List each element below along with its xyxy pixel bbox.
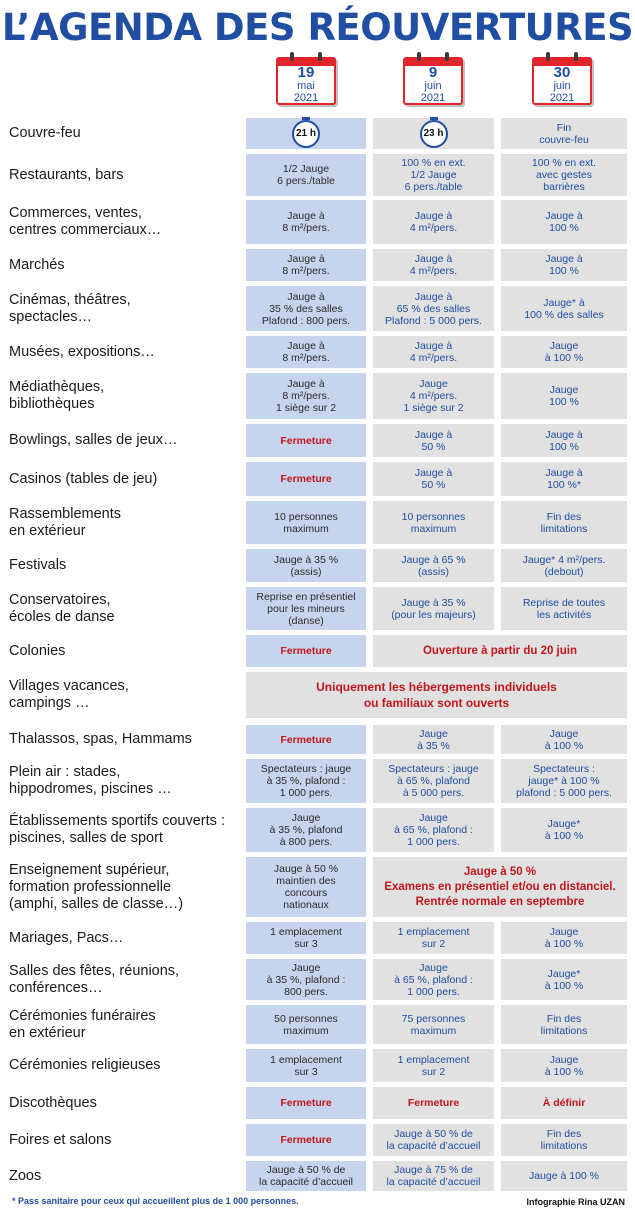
table-row: [0, 759, 635, 803]
table-cell: 100 % en ext. 1/2 Jauge 6 pers./table: [373, 154, 494, 196]
table-row: [0, 462, 635, 496]
date-year: 2021: [420, 92, 446, 104]
table-cell: Jauge à 50 % Examens en présentiel et/ou en distanciel. Rentrée normale en septembre: [373, 857, 627, 917]
date-year: 2021: [549, 92, 575, 104]
row-label: Enseignement supérieur, formation professionnelle (amphi, salles de classe…): [9, 861, 184, 912]
table-cell: Jauge à 50 % de la capacité d’accueil: [246, 1161, 366, 1191]
row-label: Villages vacances, campings …: [9, 678, 129, 711]
date-day: 30: [553, 64, 571, 81]
table-cell: Jauge à 65 % des salles Plafond : 5 000 pers.: [373, 286, 494, 331]
row-label: Bowlings, salles de jeux…: [9, 432, 178, 448]
table-cell: 50 personnes maximum: [246, 1005, 366, 1044]
row-label: Musées, expositions…: [9, 343, 155, 360]
table-cell: Reprise en présentiel pour les mineurs (danse): [246, 587, 366, 630]
table-cell: Fermeture: [246, 1124, 366, 1156]
row-label: Couvre-feu: [9, 125, 81, 141]
table-row: [0, 635, 635, 667]
row-label: Discothèques: [9, 1094, 97, 1111]
table-row: [0, 286, 635, 331]
table-cell: Jauge à 100 %: [501, 1049, 627, 1082]
table-row: [0, 118, 635, 149]
credit: Infographie Rina UZAN: [526, 1197, 625, 1207]
row-label: Plein air : stades, hippodromes, piscines …: [9, 764, 172, 797]
table-row: [0, 857, 635, 917]
table-cell: Fermeture: [246, 424, 366, 457]
table-cell: Jauge à 100 %: [501, 249, 627, 281]
row-label: Salles des fêtes, réunions, conférences…: [9, 962, 180, 996]
date-day: 9: [428, 64, 438, 81]
table-row: [0, 200, 635, 244]
row-label: Cérémonies funéraires en extérieur: [9, 1007, 156, 1041]
table-cell: Uniquement les hébergements individuels ou familiaux sont ouverts: [246, 672, 627, 718]
table-cell: Jauge 100 %: [501, 373, 627, 419]
row-label: Marchés: [9, 256, 65, 273]
table-cell: Fermeture: [373, 1087, 494, 1119]
date-month: juin: [424, 80, 442, 92]
table-cell: Jauge à 35 % des salles Plafond : 800 pers.: [246, 286, 366, 331]
table-row: [0, 1161, 635, 1191]
table-cell: Reprise de toutes les activités: [501, 587, 627, 630]
table-cell: Jauge* à 100 %: [501, 808, 627, 852]
table-cell: Jauge à 8 m²/pers.: [246, 336, 366, 368]
table-row: [0, 1049, 635, 1082]
table-cell: Spectateurs : jauge à 65 %, plafond à 5 000 pers.: [373, 759, 494, 803]
row-label: Cérémonies religieuses: [9, 1057, 161, 1073]
table-cell: Spectateurs : jauge* à 100 % plafond : 5 000 pers.: [501, 759, 627, 803]
table-cell: Fermeture: [246, 725, 366, 754]
table-cell: 1 emplacement sur 3: [246, 1049, 366, 1082]
table-cell: Fin des limitations: [501, 1005, 627, 1044]
table-cell: 100 % en ext. avec gestes barrières: [501, 154, 627, 196]
table-cell: Jauge à 35 %: [373, 725, 494, 754]
table-cell: Fin des limitations: [501, 1124, 627, 1156]
table-cell: Spectateurs : jauge à 35 %, plafond : 1 000 pers.: [246, 759, 366, 803]
table-row: [0, 373, 635, 419]
table-cell: Jauge à 4 m²/pers.: [373, 200, 494, 244]
table-cell: Jauge à 35 % (assis): [246, 549, 366, 582]
clock-icon: 21 h: [292, 120, 320, 148]
row-label: Conservatoires, écoles de danse: [9, 591, 115, 625]
table-row: [0, 959, 635, 1000]
table-cell: Jauge à 50 % de la capacité d’accueil: [373, 1124, 494, 1156]
table-row: [0, 249, 635, 281]
table-cell: Jauge à 4 m²/pers.: [373, 336, 494, 368]
date-month: mai: [297, 80, 315, 92]
row-label: Commerces, ventes, centres commerciaux…: [9, 205, 162, 238]
table-cell: Jauge à 65 %, plafond : 1 000 pers.: [373, 959, 494, 1000]
row-label: Établissements sportifs couverts : piscines, salles de sport: [9, 813, 225, 846]
table-cell: Jauge à 50 % maintien des concours nationaux: [246, 857, 366, 917]
table-cell: Jauge à 75 % de la capacité d’accueil: [373, 1161, 494, 1191]
table-row: [0, 549, 635, 582]
curfew-clock-cell: [246, 118, 366, 149]
table-cell: Jauge 4 m²/pers. 1 siège sur 2: [373, 373, 494, 419]
table-cell: Jauge à 35 %, plafond à 800 pers.: [246, 808, 366, 852]
row-label: Thalassos, spas, Hammams: [9, 731, 192, 747]
table-cell: Ouverture à partir du 20 juin: [373, 635, 627, 667]
row-label: Mariages, Pacs…: [9, 929, 124, 946]
row-label: Colonies: [9, 642, 66, 659]
table-cell: 1 emplacement sur 2: [373, 922, 494, 954]
table-cell: Jauge à 100 %*: [501, 462, 627, 496]
table-cell: Jauge à 65 %, plafond : 1 000 pers.: [373, 808, 494, 852]
table-cell: Jauge à 65 % (assis): [373, 549, 494, 582]
table-cell: Jauge* à 100 % des salles: [501, 286, 627, 331]
row-label: Foires et salons: [9, 1131, 112, 1148]
table-row: [0, 1005, 635, 1044]
table-cell: Jauge à 8 m²/pers.: [246, 200, 366, 244]
table-cell: Jauge à 50 %: [373, 462, 494, 496]
table-cell: 1 emplacement sur 3: [246, 922, 366, 954]
table-cell: 10 personnes maximum: [373, 501, 494, 544]
row-label: Médiathèques, bibliothèques: [9, 379, 105, 412]
table-row: [0, 672, 635, 718]
page-title: L’AGENDA DES RÉOUVERTURES: [1, 6, 634, 49]
table-row: [0, 1087, 635, 1119]
table-cell: Jauge à 100 %: [501, 922, 627, 954]
row-label: Restaurants, bars: [9, 166, 124, 183]
table-cell: 75 personnes maximum: [373, 1005, 494, 1044]
table-row: [0, 587, 635, 630]
table-cell: 10 personnes maximum: [246, 501, 366, 544]
table-cell: Fermeture: [246, 635, 366, 667]
table-cell: Jauge à 100 %: [501, 424, 627, 457]
table-cell: Jauge à 100 %: [501, 336, 627, 368]
table-cell: Jauge* 4 m²/pers. (debout): [501, 549, 627, 582]
table-cell: Jauge à 100 %: [501, 1161, 627, 1191]
date-year: 2021: [293, 92, 319, 104]
table-cell: Fermeture: [246, 462, 366, 496]
table-cell: Jauge à 35 % (pour les majeurs): [373, 587, 494, 630]
table-row: [0, 725, 635, 754]
table-cell: 1 emplacement sur 2: [373, 1049, 494, 1082]
table-row: [0, 424, 635, 457]
table-cell: Jauge à 4 m²/pers.: [373, 249, 494, 281]
curfew-clock-cell: [373, 118, 494, 149]
date-day: 19: [297, 64, 315, 81]
table-cell: 1/2 Jauge 6 pers./table: [246, 154, 366, 196]
table-cell: Jauge à 8 m²/pers.: [246, 249, 366, 281]
row-label: Cinémas, théâtres, spectacles…: [9, 291, 131, 325]
row-label: Festivals: [9, 557, 67, 573]
table-row: [0, 922, 635, 954]
row-label: Casinos (tables de jeu): [9, 470, 158, 487]
table-cell: Jauge à 50 %: [373, 424, 494, 457]
table-row: [0, 1124, 635, 1156]
date-month: juin: [553, 80, 571, 92]
table-cell: Fin couvre-feu: [501, 118, 627, 149]
table-cell: Jauge à 35 %, plafond : 800 pers.: [246, 959, 366, 1000]
table-cell: Jauge* à 100 %: [501, 959, 627, 1000]
table-cell: À définir: [501, 1087, 627, 1119]
table-cell: Fin des limitations: [501, 501, 627, 544]
clock-icon: 23 h: [420, 120, 448, 148]
table-cell: Jauge à 100 %: [501, 725, 627, 754]
table-row: [0, 501, 635, 544]
table-row: [0, 154, 635, 196]
table-row: [0, 808, 635, 852]
table-cell: Fermeture: [246, 1087, 366, 1119]
footnote: * Pass sanitaire pour ceux qui accueillent plus de 1 000 personnes.: [12, 1196, 299, 1206]
row-label: Zoos: [9, 1167, 42, 1184]
row-label: Rassemblements en extérieur: [9, 505, 122, 539]
table-row: [0, 336, 635, 368]
table-cell: Jauge à 100 %: [501, 200, 627, 244]
table-cell: Jauge à 8 m²/pers. 1 siège sur 2: [246, 373, 366, 419]
